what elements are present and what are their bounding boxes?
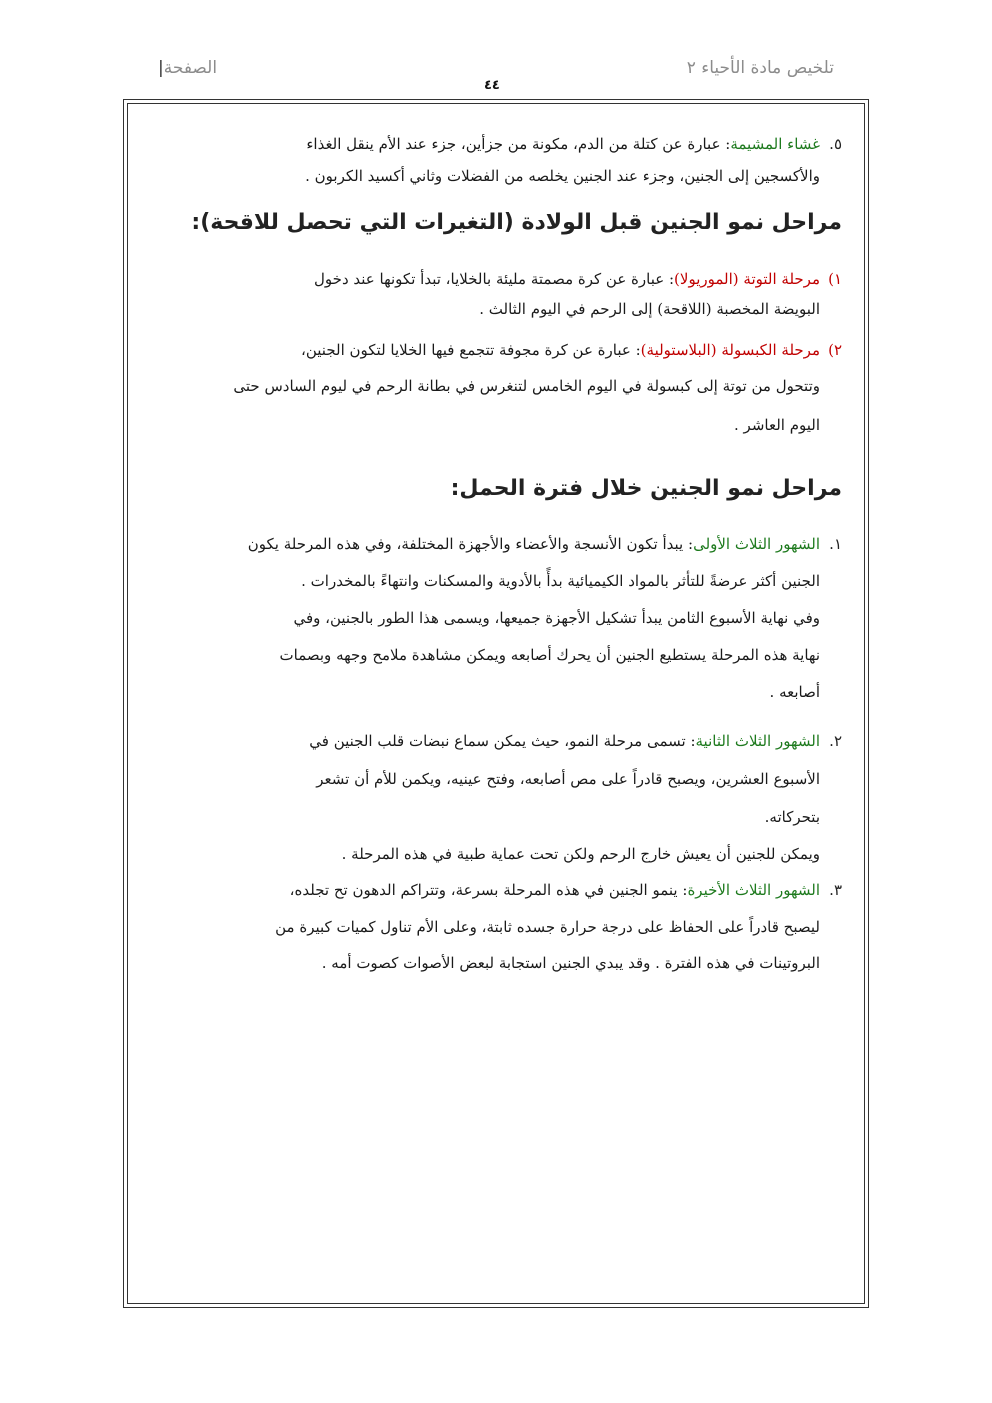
term-label: مرحلة التوتة (الموريولا): [674, 270, 820, 288]
term-label: مرحلة الكبسولة (البلاستولية): [640, 341, 820, 359]
separator-bar: |: [158, 58, 164, 78]
list-item-line: أصابعه .: [769, 683, 820, 701]
section-heading: مراحل نمو الجنين قبل الولادة (التغيرات التي تحصل للاقحة):: [191, 210, 842, 235]
list-item-line: بتحركاته.: [764, 808, 820, 826]
list-item-line: نهاية هذه المرحلة يستطيع الجنين أن يحرك أصابعه ويمكن مشاهدة ملامح وجهه وبصمات: [279, 646, 820, 664]
trimester-list: [145, 526, 842, 980]
term-colon: :: [677, 881, 688, 899]
definition-text: تسمى مرحلة النمو، حيث يمكن سماع نبضات قلب الجنين في: [309, 732, 686, 750]
page-content: [145, 128, 842, 980]
item-number: ١.: [829, 535, 842, 553]
list-item-line: والأكسجين إلى الجنين، وجزء عند الجنين يخلصه من الفضلات وثاني أكسيد الكربون .: [305, 167, 820, 185]
term-colon: :: [685, 732, 696, 750]
list-item-line: [145, 722, 842, 760]
list-item-line: البروتينات في هذه الفترة . وقد يبدي الجنين استجابة لبعض الأصوات كصوت أمه .: [321, 954, 820, 972]
term-colon: :: [683, 535, 694, 553]
term-label: الشهور الثلاث الأخيرة: [687, 881, 820, 899]
item-number: ٣.: [829, 881, 842, 899]
item-number: ٥.: [829, 135, 842, 153]
document-header-title: تلخيص مادة الأحياء ٢: [686, 58, 834, 78]
definition-text: عبارة عن كرة مجوفة تتجمع فيها الخلايا لتكون الجنين،: [301, 341, 631, 359]
list-item-line: الجنين أكثر عرضةً للتأثر بالمواد الكيميائية بدأً بالأدوية والمسكنات وانتهاءً بالمخدرات .: [301, 572, 820, 590]
list-item-line: الأسبوع العشرين، ويصبح قادراً على مص أصابعه، وفتح عينيه، ويكمن للأم أن تشعر: [316, 770, 820, 788]
definition-text: يبدأ تكون الأنسجة والأعضاء والأجهزة المختلفة، وفي هذه المرحلة يكون: [247, 535, 684, 553]
definition-text: عبارة عن كرة مصمتة مليئة بالخلايا، تبدأ تكونها عند دخول: [314, 270, 665, 288]
list-item-line: اليوم العاشر .: [734, 416, 820, 434]
term-colon: :: [630, 341, 641, 359]
section-heading: مراحل نمو الجنين خلال فترة الحمل:: [450, 476, 842, 501]
term-colon: :: [720, 135, 731, 153]
term-label: الشهور الثلاث الثانية: [695, 732, 820, 750]
page-number: ٤٤: [484, 78, 500, 93]
placenta-item: [145, 128, 842, 192]
list-item-line: البويضة المخصبة (اللاقحة) إلى الرحم في اليوم الثالث .: [479, 300, 820, 318]
list-item-line: ويمكن للجنين أن يعيش خارج الرحم ولكن تحت عماية طبية في هذه المرحلة .: [341, 845, 820, 863]
item-number: ٢): [828, 341, 842, 359]
definition-text: ينمو الجنين في هذه المرحلة بسرعة، وتتراكم الدهون تح تجلده،: [289, 881, 678, 899]
list-item-line: [145, 334, 842, 366]
list-item-line: [145, 526, 842, 562]
list-item-line: وتتحول من توتة إلى كبسولة في اليوم الخامس لتنغرس في بطانة الرحم في ليوم السادس حتى: [233, 377, 820, 395]
page-label-text: الصفحة: [163, 58, 218, 78]
list-item-line: [145, 264, 842, 294]
list-item-line: ليصبح قادراً على الحفاظ على درجة حرارة جسده ثابتة، وعلى الأم تناول كميات كبيرة من: [275, 918, 820, 936]
term-label: غشاء المشيمة: [730, 135, 820, 153]
definition-text: عبارة عن كتلة من الدم، مكونة من جزأين، جزء عند الأم ينقل الغذاء: [306, 135, 721, 153]
list-item-line: [145, 128, 842, 160]
list-item-line: [145, 872, 842, 908]
item-number: ١): [828, 270, 842, 288]
term-colon: :: [664, 270, 675, 288]
list-item-line: وفي نهاية الأسبوع الثامن يبدأ تشكيل الأجهزة جميعها، ويسمى هذا الطور بالجنين، وفي: [293, 609, 820, 627]
stage-list: [145, 264, 842, 444]
term-label: الشهور الثلاث الأولى: [693, 535, 820, 553]
page-label: [158, 58, 217, 78]
item-number: ٢.: [829, 732, 842, 750]
